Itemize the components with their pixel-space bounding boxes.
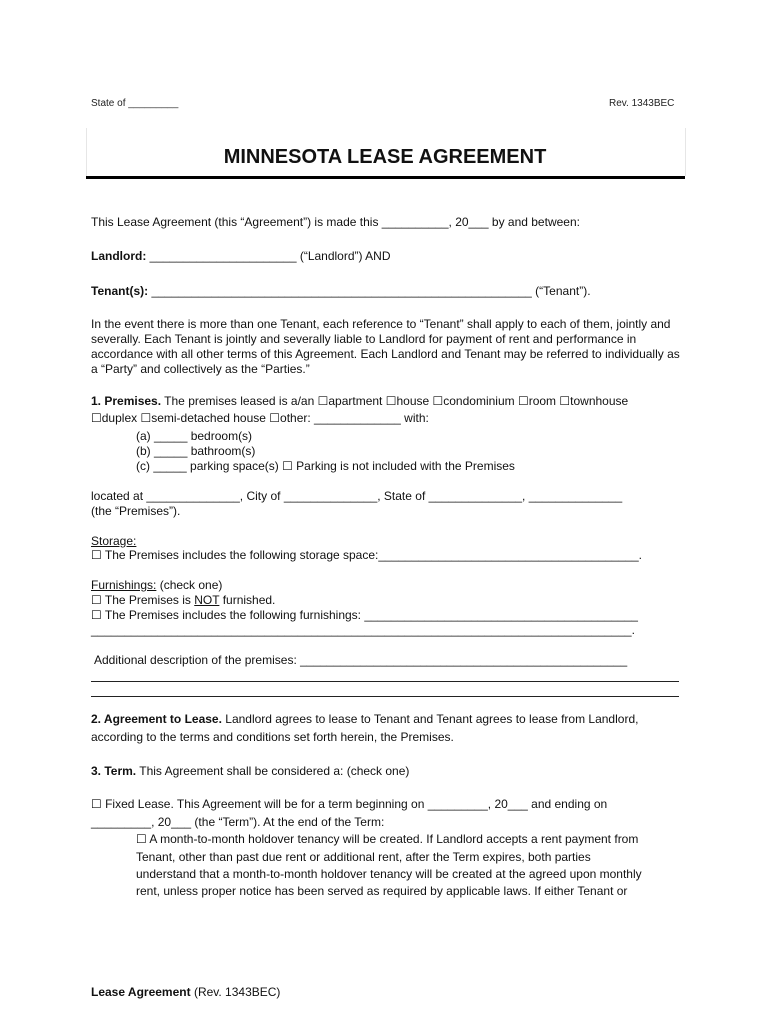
- furnishings-includes-line: ☐ The Premises includes the following furnishings: _________________________________________: [91, 608, 638, 622]
- premises-line-1: [91, 394, 628, 409]
- furnishings-not-furnished: [91, 593, 275, 608]
- furnishings-not-word: NOT: [194, 593, 220, 607]
- premises-types: The premises leased is a/an ☐apartment ☐house ☐condominium ☐room ☐townhouse: [161, 394, 629, 408]
- premises-line-2: ☐duplex ☐semi-detached house ☐other: _____________ with:: [91, 411, 429, 425]
- document-title: MINNESOTA LEASE AGREEMENT: [223, 146, 547, 168]
- landlord-label: Landlord:: [91, 249, 147, 263]
- storage-line: ☐ The Premises includes the following storage space:_______________________________________.: [91, 548, 642, 562]
- landlord-line: [91, 249, 391, 264]
- landlord-text: ______________________ (“Landlord”) AND: [146, 249, 391, 263]
- furnishings-blank-line: _________________________________________________________________________________.: [91, 623, 635, 637]
- holdover-line-4: rent, unless proper notice has been served as required by applicable laws. If either Tenant or: [136, 884, 628, 898]
- agreement-to-lease-line-1: [91, 712, 638, 727]
- furnishings-heading: Furnishings:: [91, 578, 157, 592]
- fixed-lease-line-1: ☐ Fixed Lease. This Agreement will be for a term beginning on _________, 20___ and ending on: [91, 797, 608, 811]
- tenant-text: _________________________________________________________ (“Tenant”).: [148, 284, 591, 298]
- revision-number: Rev. 1343BEC: [609, 98, 675, 109]
- furnishings-suffix: (check one): [156, 578, 223, 592]
- term-text: This Agreement shall be considered a: (check one): [136, 764, 410, 778]
- premises-heading: 1. Premises.: [91, 394, 162, 408]
- tenant-label: Tenant(s):: [91, 284, 149, 298]
- intro-line: This Lease Agreement (this “Agreement”) is made this __________, 20___ by and between:: [91, 215, 580, 229]
- fixed-lease-line-2: _________, 20___ (the “Term”). At the end of the Term:: [91, 815, 385, 829]
- storage-heading: Storage:: [91, 534, 137, 548]
- premises-bedrooms: (a) _____ bedroom(s): [136, 429, 253, 443]
- premises-bathrooms: (b) _____ bathroom(s): [136, 444, 256, 458]
- agreement-to-lease-text: Landlord agrees to lease to Tenant and Tenant agrees to lease from Landlord,: [221, 712, 639, 726]
- title-rule: [86, 176, 685, 179]
- holdover-line-2: Tenant, other than past due rent or additional rent, after the Term expires, both parties: [136, 850, 591, 864]
- holdover-line-3: understand that a month-to-month holdover tenancy will be created at the agreed upon monthly: [136, 867, 642, 881]
- furnishings-option-suffix: furnished.: [219, 593, 276, 607]
- premises-location-line-1: located at ______________, City of ______________, State of ______________, ______________: [91, 489, 623, 503]
- page-footer: [91, 985, 280, 1000]
- holdover-line-1: ☐ A month-to-month holdover tenancy will be created. If Landlord accepts a rent payment from: [136, 832, 639, 846]
- tenant-line: [91, 284, 591, 299]
- premises-parking: (c) _____ parking space(s) ☐ Parking is not included with the Premises: [136, 459, 515, 473]
- footer-rev: (Rev. 1343BEC): [190, 985, 281, 999]
- furnishings-heading-line: [91, 578, 222, 593]
- footer-label: Lease Agreement: [91, 985, 191, 999]
- multi-tenant-paragraph: In the event there is more than one Tenant, each reference to “Tenant” shall apply to each of them, jointly and severally. Each Tenant is jointly and severally liable to Landlord for payment of rent and performance in accordance with all other terms of this Agreement. Each Landlord and Tenant may be referred to individually as a “Party” and collectively as the “Parties.”: [91, 317, 680, 376]
- premises-location-line-2: (the “Premises”).: [91, 504, 181, 518]
- term-heading: 3. Term.: [91, 764, 137, 778]
- agreement-to-lease-line-2: according to the terms and conditions set forth herein, the Premises.: [91, 730, 454, 744]
- agreement-to-lease-heading: 2. Agreement to Lease.: [91, 712, 222, 726]
- furnishings-option-text: ☐ The Premises is: [91, 593, 195, 607]
- additional-blank-line-2: [91, 696, 679, 697]
- additional-blank-line-1: [91, 681, 679, 682]
- additional-description-line: Additional description of the premises: _________________________________________________: [94, 653, 628, 667]
- term-line: [91, 764, 409, 779]
- state-of-line: State of _________: [91, 98, 179, 109]
